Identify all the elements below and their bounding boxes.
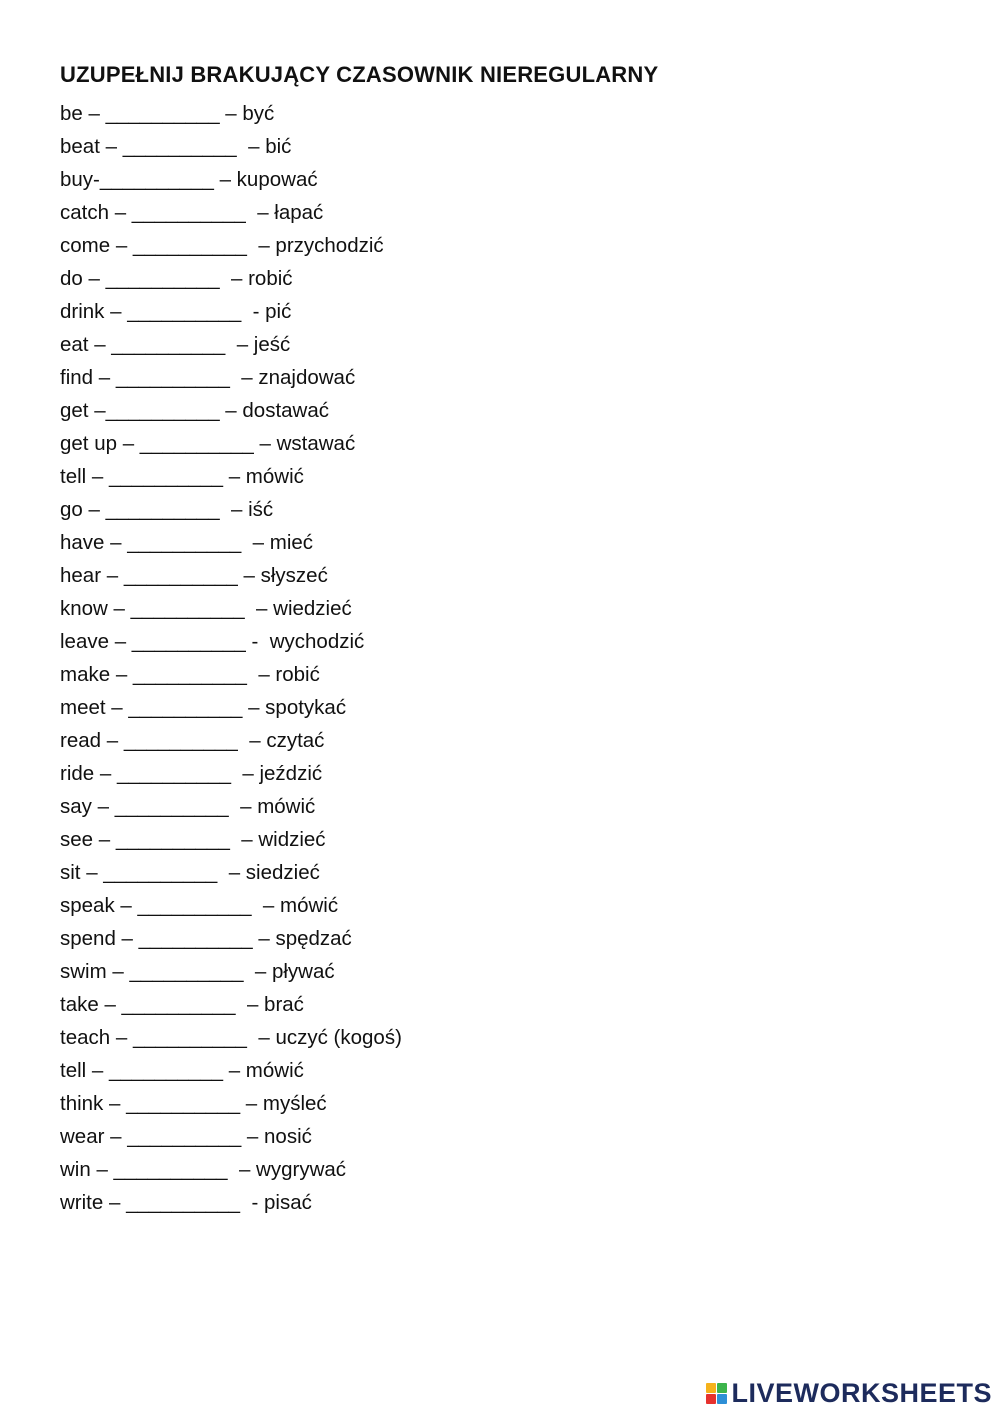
verb-row: say – __________ – mówić xyxy=(60,795,316,818)
liveworksheets-wordmark: LIVEWORKSHEETS xyxy=(731,1378,992,1408)
verb-row: teach – __________ – uczyć (kogoś) xyxy=(60,1026,402,1049)
verb-row: beat – __________ – bić xyxy=(60,135,292,158)
verb-row: have – __________ – mieć xyxy=(60,531,314,554)
liveworksheets-mark-icon xyxy=(706,1383,727,1404)
verb-row: ride – __________ – jeździć xyxy=(60,762,323,785)
verb-row: tell – __________ – mówić xyxy=(60,1059,304,1082)
verb-row: go – __________ – iść xyxy=(60,498,274,521)
verb-row: take – __________ – brać xyxy=(60,993,304,1016)
verb-row: read – __________ – czytać xyxy=(60,729,325,752)
verb-row: eat – __________ – jeść xyxy=(60,333,291,356)
verb-row: catch – __________ – łapać xyxy=(60,201,324,224)
verb-row: wear – __________ – nosić xyxy=(60,1125,312,1148)
verb-row: win – __________ – wygrywać xyxy=(60,1158,347,1181)
verb-row: get up – __________ – wstawać xyxy=(60,432,356,455)
verb-row: write – __________ - pisać xyxy=(60,1191,312,1214)
worksheet-title: UZUPEŁNIJ BRAKUJĄCY CZASOWNIK NIEREGULARNY xyxy=(60,62,659,87)
verb-row: sit – __________ – siedzieć xyxy=(60,861,320,884)
verb-row: be – __________ – być xyxy=(60,102,275,125)
verb-row: leave – __________ - wychodzić xyxy=(60,630,365,653)
verb-row: make – __________ – robić xyxy=(60,663,320,686)
liveworksheets-logo xyxy=(706,1379,992,1407)
verb-row: find – __________ – znajdować xyxy=(60,366,356,389)
verb-row: speak – __________ – mówić xyxy=(60,894,339,917)
verb-row: tell – __________ – mówić xyxy=(60,465,304,488)
mark-square-2 xyxy=(717,1383,727,1393)
verb-row: do – __________ – robić xyxy=(60,267,293,290)
mark-square-3 xyxy=(706,1394,716,1404)
verb-row: spend – __________ – spędzać xyxy=(60,927,352,950)
verb-row: meet – __________ – spotykać xyxy=(60,696,347,719)
verb-row: think – __________ – myśleć xyxy=(60,1092,327,1115)
verb-row: come – __________ – przychodzić xyxy=(60,234,384,257)
verb-row: drink – __________ - pić xyxy=(60,300,292,323)
verb-row: know – __________ – wiedzieć xyxy=(60,597,352,620)
verb-row: see – __________ – widzieć xyxy=(60,828,326,851)
mark-square-4 xyxy=(717,1394,727,1404)
verb-row: buy-__________ – kupować xyxy=(60,168,318,191)
mark-square-1 xyxy=(706,1383,716,1393)
verb-row: get –__________ – dostawać xyxy=(60,399,330,422)
verb-row: swim – __________ – pływać xyxy=(60,960,335,983)
verb-list xyxy=(60,97,402,1219)
verb-row: hear – __________ – słyszeć xyxy=(60,564,328,587)
